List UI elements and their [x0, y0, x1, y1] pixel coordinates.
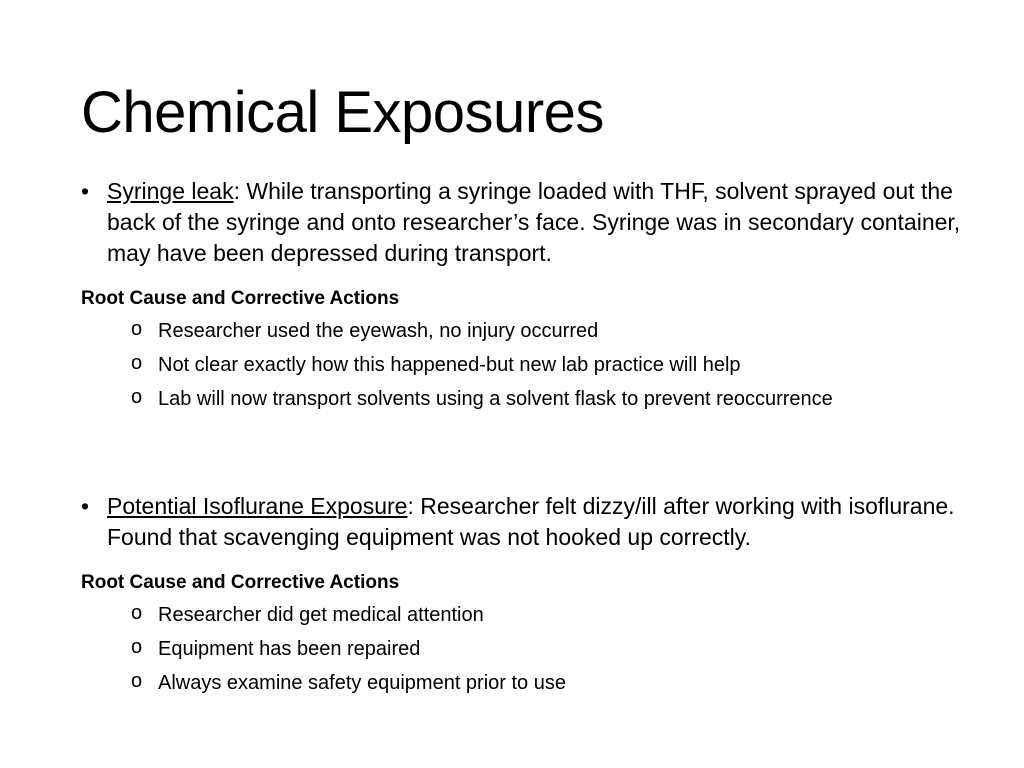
- root-cause-heading: Root Cause and Corrective Actions: [81, 572, 400, 593]
- list-item: [131, 601, 961, 629]
- incident-description: : While transporting a syringe loaded with THF, solvent sprayed out the back of the syringe and onto researcher’s face. Syringe was in secondary container, may have been depressed during transport.: [107, 178, 961, 266]
- action-text: Researcher used the eyewash, no injury occurred: [158, 320, 599, 342]
- circle-bullet-icon: o: [131, 636, 143, 658]
- circle-bullet-icon: o: [131, 386, 143, 408]
- incident-bullet: [81, 176, 961, 269]
- incident-isoflurane-exposure: [81, 491, 961, 703]
- circle-bullet-icon: o: [131, 670, 143, 692]
- list-item: [131, 635, 961, 663]
- incident-syringe-leak: [81, 176, 961, 419]
- circle-bullet-icon: o: [131, 602, 143, 624]
- action-text: Not clear exactly how this happened-but new lab practice will help: [158, 354, 741, 376]
- list-item: [131, 669, 961, 697]
- bullet-dot-icon: •: [81, 178, 90, 204]
- circle-bullet-icon: o: [131, 318, 143, 340]
- list-item: [131, 351, 961, 379]
- action-text: Equipment has been repaired: [158, 638, 421, 660]
- incident-lead: Potential Isoflurane Exposure: [107, 493, 408, 519]
- action-text: Researcher did get medical attention: [158, 604, 484, 626]
- corrective-actions-list: [81, 601, 961, 697]
- circle-bullet-icon: o: [131, 352, 143, 374]
- action-text: Always examine safety equipment prior to use: [158, 672, 566, 694]
- bullet-dot-icon: •: [81, 493, 90, 519]
- action-text: Lab will now transport solvents using a solvent flask to prevent reoccurrence: [158, 388, 833, 410]
- incident-lead: Syringe leak: [107, 178, 234, 204]
- incident-description: : Researcher felt dizzy/ill after working with isoflurane. Found that scavenging equipment was not hooked up correctly.: [107, 493, 955, 550]
- corrective-actions-list: [81, 317, 961, 413]
- incident-bullet: [81, 491, 961, 553]
- slide-title: Chemical Exposures: [81, 80, 604, 145]
- list-item: [131, 317, 961, 345]
- list-item: [131, 385, 838, 413]
- root-cause-heading: Root Cause and Corrective Actions: [81, 288, 400, 309]
